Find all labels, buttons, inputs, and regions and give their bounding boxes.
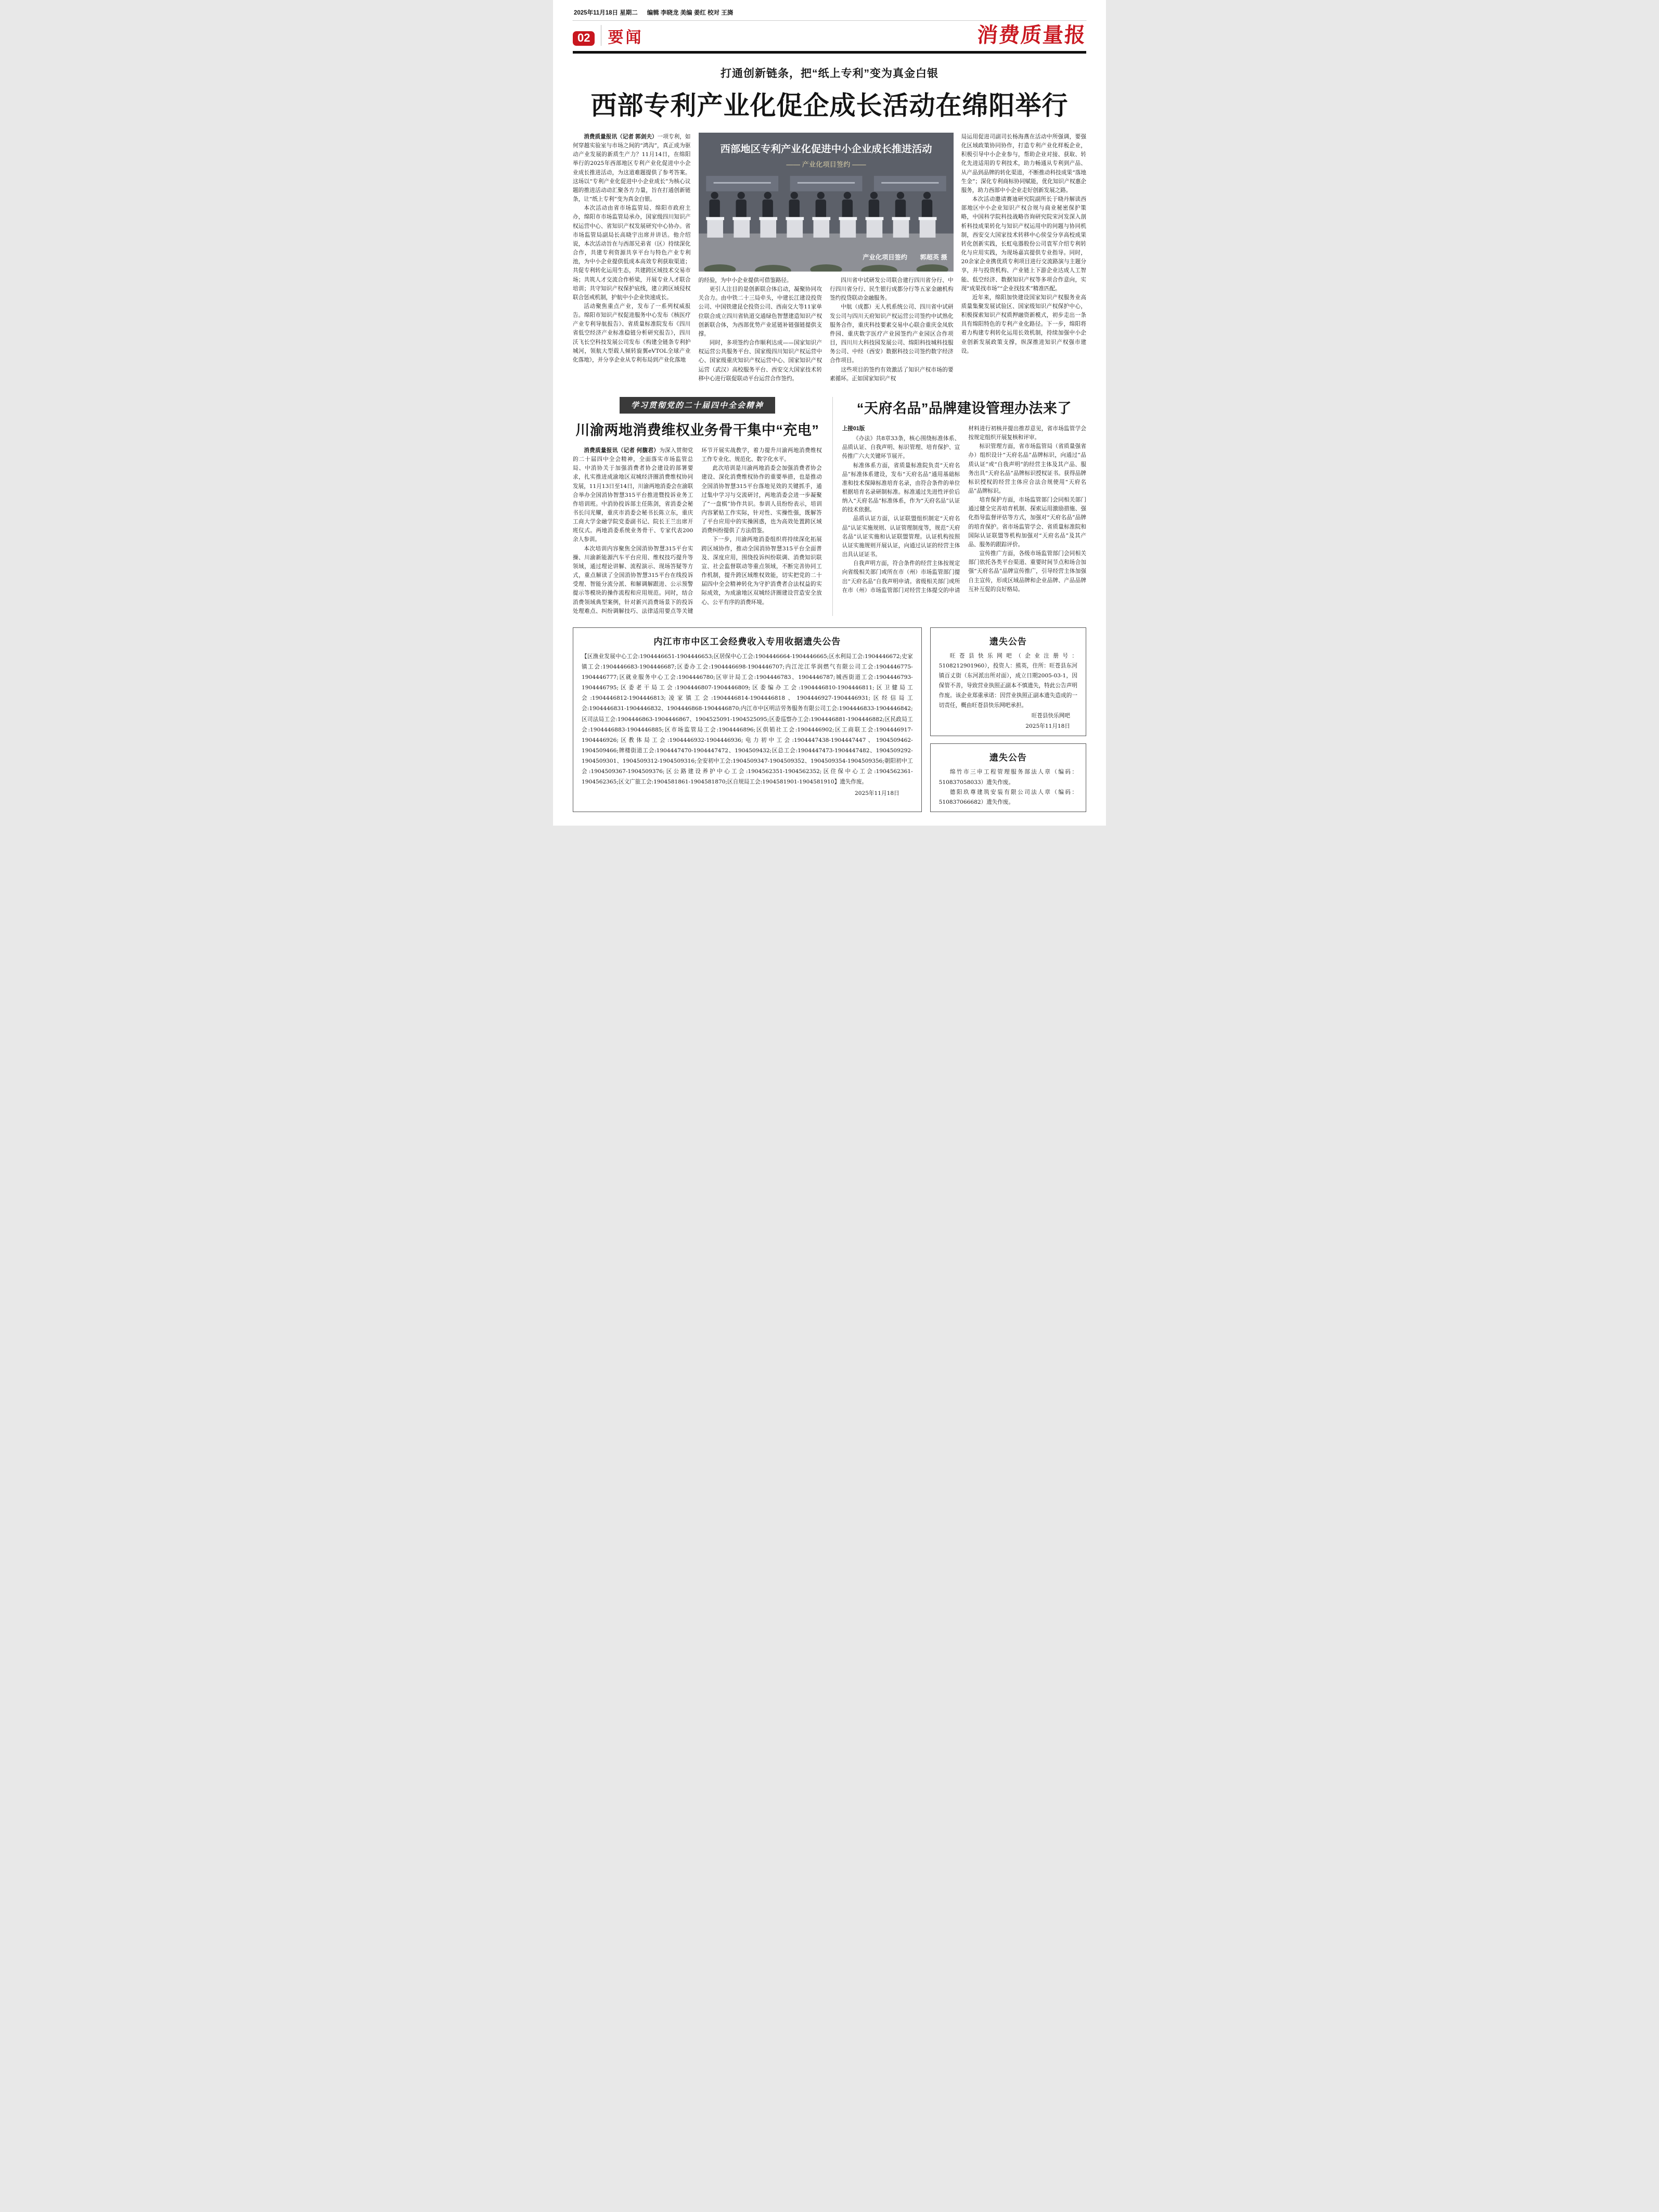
paper-name: 消费质量报 bbox=[976, 24, 1087, 47]
paragraph: 本次活动由省市场监管局、绵阳市政府主办，绵阳市市场监管局承办，国家级四川知识产权运营中心、省知识产权发展研究中心协办。省市场监管局副局长高晓宇出席并讲话。他介绍说，本次活动旨在与西部兄弟省（区）持续深化合作，共建专利资源共享平台与特色产业专利池，为中小企业提供低成本高效专利获取渠道；共促专利转化运用生态，共建跨区域技术交易市场；共筑人才交流合作桥梁，开展专业人才联合培训；共守知识产权保护底线，建立跨区域侵权联合惩戒机制，护航中小企业快速成长。 bbox=[573, 205, 691, 301]
notices-row bbox=[573, 627, 1086, 812]
paragraph: 宣传推广方面，各级市场监管部门会同相关部门依托各类平台渠道、重要时间节点和场合加强“天府名品”品牌宣传推广，引导经营主体加强自主宣传，形成区域品牌和企业品牌、产品品牌互补互促的良好格局。 bbox=[968, 550, 1086, 593]
paragraph: 德阳玖尊建筑安装有限公司法人章（编码：510837066682）遗失作废。 bbox=[938, 789, 1077, 805]
paragraph: 标识管理方面，省市场监管局（省质量强省办）组织设计“天府名品”品牌标识，向通过“品质认证”或“自我声明”的经营主体及其产品、服务出具“天府名品”品牌标识授权证书。获得品牌标识授权的经营主体应合法合规使用“天府名品”品牌标识。 bbox=[968, 443, 1086, 494]
notice-union-receipts bbox=[573, 627, 922, 812]
divider-thick bbox=[573, 51, 1086, 54]
paragraph: 下一步，川渝两地消委组织将持续深化拓展跨区域协作，推动全国消协智慧315平台全面普及、深度应用，围绕投诉纠纷联调、消费知识联宣、社会监督联动等重点领域，不断完善协同工作机制，提升跨区域维权效能，切实把党的二十届四中全会精神转化为守护消费者合法权益的实际成效，为成渝地区双城经济圈建设营造安全放心、公平有序的消费环境。 bbox=[701, 536, 822, 606]
page-number-badge: 02 bbox=[573, 31, 595, 46]
paragraph: 同时，多项签约合作顺利达成——国家知识产权运营公共服务平台、国家级四川知识产权运营中心、国家级重庆知识产权运营中心、国家知识产权运营（武汉）高校服务平台、西安交大国家技术转移中心进行联促联动平台运营合作签约。 bbox=[698, 340, 822, 382]
article2-headline: 川渝两地消费维权业务骨干集中“充电” bbox=[575, 422, 819, 438]
article2-body bbox=[573, 446, 822, 616]
photo-banner-line2: —— 产业化项目签约 —— bbox=[786, 160, 866, 169]
lead-headline: 西部专利产业化促企成长活动在绵阳举行 bbox=[590, 91, 1069, 120]
newspaper-page bbox=[553, 0, 1106, 826]
paragraph: 这些项目的签约有效激活了知识产权市场的要素循环。正如国家知识产权 bbox=[830, 366, 954, 382]
paragraph: 绵竹市三申工程管理服务部法人章（编码：510837058033）遗失作废。 bbox=[938, 769, 1077, 786]
notice-union-date: 2025年11月18日 bbox=[854, 790, 899, 797]
photo-caption: 产业化项目签约 郭超英 摄 bbox=[862, 253, 947, 261]
notice-union-body: 【区渔业发展中心工会:1904446651-1904446653;区居保中心工会:1904446664-1904446665;区水利局工会:1904446672;史家镇工会:1904446683-1904446687;区委办工会:1904446698-1904446707;内江沱江华润燃气有限公司工会:1904446775-1904446777;区就业服务中心工会:1904446780;区审计局工会:1904446783、1904446787;城西街道工会:1904446793-1904446795;区委老干局工会:1904446807-1904446809;区委编办工会:1904446810-1904446811;区卫健局工会:1904446812-1904446813;凌家镇工会:1904446814-1904446818、1904446927-1904446931;区经信局工会:1904446831-1904446832、1904446868-1904446870;内江市中区明洁劳务服务有限公司工会:1904446833-1904446842;区司法局工会:1904446863-1904446867、1904525091-1904525095;区委巡察办工会:1904446881-1904446882;区民政局工会:1904446883-1904446885;区市场监管局工会:1904446896;区供销社工会:1904446902;区工商联工会:1904446917-1904446926;区教体局工会:1904446932-1904446936;电力初中工会:1904447438-1904447447、1904509462-1904509466;牌楼街道工会:1904447470-1904447472、1904509432;区总工会:1904447473-1904447482、1904509292-1904509301、1904509312-1904509316;全安初中工会:1904509347-1904509352、1904509354-1904509356;朝阳初中工会:1904509367-1904509376;区公路建设养护中心工会:1904562351-1904562352;区住保中心工会:1904562361-1904562365;区文广旅工会:1904581861-1904581870;区自规局工会:1904581901-1904581910】遗失作废。 bbox=[582, 653, 913, 786]
masthead bbox=[573, 6, 1086, 54]
paragraph: 局运用促进司副司长杨海燕在活动中所强调，要强化区域政策协同协作，打造专利产业化样板企业，积极引导中小企业参与，帮助企业对接、获取、转化先进适用的专利技术，助力畅通从专利到产品、从产品到品牌的转化渠道，不断推动科技成果“落地生金”；深化专利商标协同赋能，优化知识产权惠企服务，助力西部中小企业走好创新发展之路。 bbox=[961, 134, 1086, 194]
second-row bbox=[573, 397, 1086, 616]
lead-article bbox=[573, 65, 1086, 383]
article-consumer-training bbox=[573, 397, 822, 616]
lead-kicker: 打通创新链条，把“纸上专利”变为真金白银 bbox=[721, 68, 938, 80]
lead-column-middle bbox=[699, 133, 954, 383]
paragraph: 标准体系方面，省质量标准院负责“天府名品”标准体系建设，发布“天府名品”通用基础标准和技术保障标准培育名录，由符合条件的单位根据培育名录研制标准。标准通过先进性评价后纳入“天府名品”标准体系，作为“天府名品”认证的技术依据。 bbox=[842, 462, 960, 513]
continued-from-label: 上接01版 bbox=[842, 425, 865, 432]
paragraph: 本次活动邀请赛迪研究院副所长于晓丹解读西部地区中小企业知识产权合规与商业秘密保护策略，中国科学院科技战略咨询研究院宋河发深入剖析科技成果转化与知识产权运用中的问题与协同机制，西安交大国家技术转移中心侯莹分享高校成果转化创新实践，长虹电器股份公司袁军介绍专利转化与应用实践，为现场嘉宾提供专业指导。同时，20余家企业携优质专利项目进行交流路演与主题分享，并与投资机构、产业链上下游企业达成人工智能、低空经济、数据知识产权等多项合作意向，实现“成果找市场”“企业找技术”精准匹配。 bbox=[961, 196, 1086, 292]
photo-banner-line1: 西部地区专利产业化促进中小企业成长推进活动 bbox=[720, 144, 932, 155]
notice-loss1-date: 2025年11月18日 bbox=[1025, 723, 1070, 730]
article3-body bbox=[842, 425, 1086, 595]
paragraph: 本次培训内容聚焦全国消协智慧315平台实操、川渝新能源汽车平台应用、维权技巧提升等领域，通过理论讲解、流程演示、现场答疑等方式，重点解读了全国消协智慧315平台在线投诉受理、智能分流分派、和解调解跟进、公示预警提示等模块的操作流程和应用规范。同时，结合消费领域典型案例，针对新兴消费场景下的投诉处理难点、纠纷调解技巧、法律适用要点等关键环节开展实战教学，着力提升川渝两地消费维权工作专业化、规范化、数字化水平。 bbox=[573, 447, 822, 614]
signing-podiums bbox=[706, 217, 936, 238]
lead-column-1 bbox=[573, 133, 691, 383]
notice-loss2-title: 遗失公告 bbox=[989, 753, 1027, 763]
paragraph: 此次培训是川渝两地消委会加强消费者协会建设、深化消费维权协作的重要举措，也是推动全国消协智慧315平台落地见效的关键抓手，通过集中学习与交流研讨，两地消委会进一步凝聚了“一盘棋”协作共识。参训人员纷纷表示，培训内容紧贴工作实际，针对性、实操性强，既解答了平台应用中的实操困惑，也为高效处置跨区域消费纠纷提供了方法借鉴。 bbox=[701, 465, 822, 534]
paragraph: 《办法》共8章33条，核心围绕标准体系、品质认证、自我声明、标识管理、培育保护、宣传推广六大关键环节展开。 bbox=[842, 435, 960, 460]
staff-credits: 编辑 李晓龙 美编 姜红 校对 王旖 bbox=[647, 10, 734, 16]
notice-loss1-title: 遗失公告 bbox=[989, 636, 1027, 647]
paragraph: 消费质量报讯（记者 郭剑夫）一项专利，如何穿越实验室与市场之间的“鸿沟”，真正成为驱动产业发展的新质生产力？11月14日，在绵阳举行的2025年西部地区专利产业化促进中小企业成长推进活动，为这道难题提供了参考答案。这场以“专利产业化促进中小企业成长”为核心议题的推进活动动汇聚各方力量，旨在打通创新链条，让“纸上专利”变为真金白银。 bbox=[573, 134, 691, 203]
notice-union-title: 内江市市中区工会经费收入专用收据遗失公告 bbox=[653, 636, 841, 647]
event-photo bbox=[699, 133, 954, 272]
notice-loss-wangcang bbox=[930, 627, 1086, 737]
notice-loss-seals bbox=[930, 743, 1086, 812]
paragraph: 消费质量报讯（记者 何馥君）为深入贯彻党的二十届四中全会精神，全面落实市场监管总局、中消协关于加强消费者协会建设的部署要求，扎实推进成渝地区双城经济圈消费维权协同发展，11月13日至14日，川渝两地消委会在渝联合举办全国消协智慧315平台推进暨投诉业务工作培训班。中消协投诉部主任陈剑，省消委会秘书长闫光耀，重庆市消委会秘书长陈立东，重庆工商大学金融学院党委副书记、院长王兰出席开班仪式。两地消委系统业务骨干、专家代表200余人参训。 bbox=[573, 447, 693, 543]
article-tianfu-brand bbox=[832, 397, 1086, 616]
paragraph: 中航（成都）无人机系统公司、四川省中试研发公司与四川天府知识产权运营公司签约中试熟化服务合作，重庆科技要素交易中心联合重庆金凤软件园、重庆数字医疗产业园签约产业园区合作项目，四川川大科技园发展公司、绵阳科技城科技服务公司、中经（西安）数据科技公司签约数字经济合作项目。 bbox=[830, 304, 954, 364]
notice-loss1-signature: 旺苍县快乐网吧 bbox=[1031, 713, 1070, 719]
right-notices bbox=[930, 627, 1086, 812]
lead-column-4 bbox=[961, 133, 1086, 383]
paragraph: 的经验，为中小企业提供可借鉴路径。 bbox=[698, 277, 792, 284]
dateline: 2025年11月18日 星期二 bbox=[574, 10, 638, 16]
paragraph: 近年来，绵阳加快建设国家知识产权服务业高质量集聚发展试验区、国家级知识产权保护中心，积极探索知识产权质押融资新模式，初步走出一条具有绵阳特色的专利产业化路径。下一步，绵阳将着力构建专利转化运用长效机制，持续加强中小企业创新发展政策支撑，纵深推进知识产权强市建设。 bbox=[961, 294, 1086, 354]
notice-loss1-body: 旺苍县快乐网吧（企业注册号：5108212901960），投资人：熊英，住所：旺苍县东河镇百丈街（东河派出所对面），成立日期2005-03-1，因保管不善，导致营业执照正副本不慎遗失，特此公告声明作废。该企业郑重承诺：因营业执照正副本遗失造成的一切责任，概由旺苍县快乐网吧承担。 bbox=[938, 652, 1077, 709]
paragraph: 培育保护方面，市场监管部门会同相关部门通过健全完善培育机制、探索运用激励措施、强化指导监督评估等方式，加强对“天府名品”品牌的培育保护。省市场监管学会、省质量标准院和国际认证联盟等机构加强对“天府名品”及其产品、服务的跟踪评价。 bbox=[968, 497, 1086, 548]
photo-subpanels bbox=[706, 176, 946, 191]
event-photo-illustration bbox=[699, 133, 954, 272]
notice-loss2-body bbox=[939, 767, 1077, 807]
article3-headline: “天府名品”品牌建设管理办法来了 bbox=[856, 400, 1072, 416]
paragraph: 更引人注目的是创新联合体启动，凝聚协同攻关合力。由中铁二十三局牵头，中建长江建设投资公司、中国铁建昆仑投资公司、西南交大等11家单位联合成立四川省轨道交通绿色智慧建造知识产权创新联合体，为西部优势产业延链补链强链提供支撑。 bbox=[698, 286, 822, 337]
paragraph: 自我声明方面，符合条件的经营主体按规定向省级相关部门或所在市（州）市场监管部门提出“天府名品”自我声明申请。省级相关部门或所在市（州）市场监管部门对经营主体提交的申请材料进行初核并提出推荐意见，省市场监管学会按规定组织开展复核和评审。 bbox=[842, 425, 1086, 594]
paragraph: 活动聚焦重点产业，发布了一系列权威报告。绵阳市知识产权促进服务中心发布《核医疗产业专利导航报告》、省质量标准院发布《四川省低空经济产业标准稳链分析研究报告》，四川沃飞长空科技发展公司发布《构建全链条专利护城河，领航大型载人倾转旋翼eVTOL全球产业化落地》，并分享企业从专利布局到产业化落地 bbox=[573, 303, 691, 363]
section-title: 要闻 bbox=[608, 29, 644, 47]
paragraph: 四川省中试研发公司联合建行四川省分行、中行四川省分行、民生银行成都分行等五家金融机构签约投贷联动金融服务。 bbox=[830, 277, 954, 302]
theme-banner: 学习贯彻党的二十届四中全会精神 bbox=[620, 397, 775, 414]
paragraph: 品质认证方面，认证联盟组织制定“天府名品”认证实施规则、认证管理制度等，规范“天府名品”认证实施和认证联盟管理。认证机构按照认证实施规则开展认证，向通过认证的经营主体出具认证证书。 bbox=[842, 516, 960, 558]
lead-column-middle-text bbox=[699, 276, 954, 383]
